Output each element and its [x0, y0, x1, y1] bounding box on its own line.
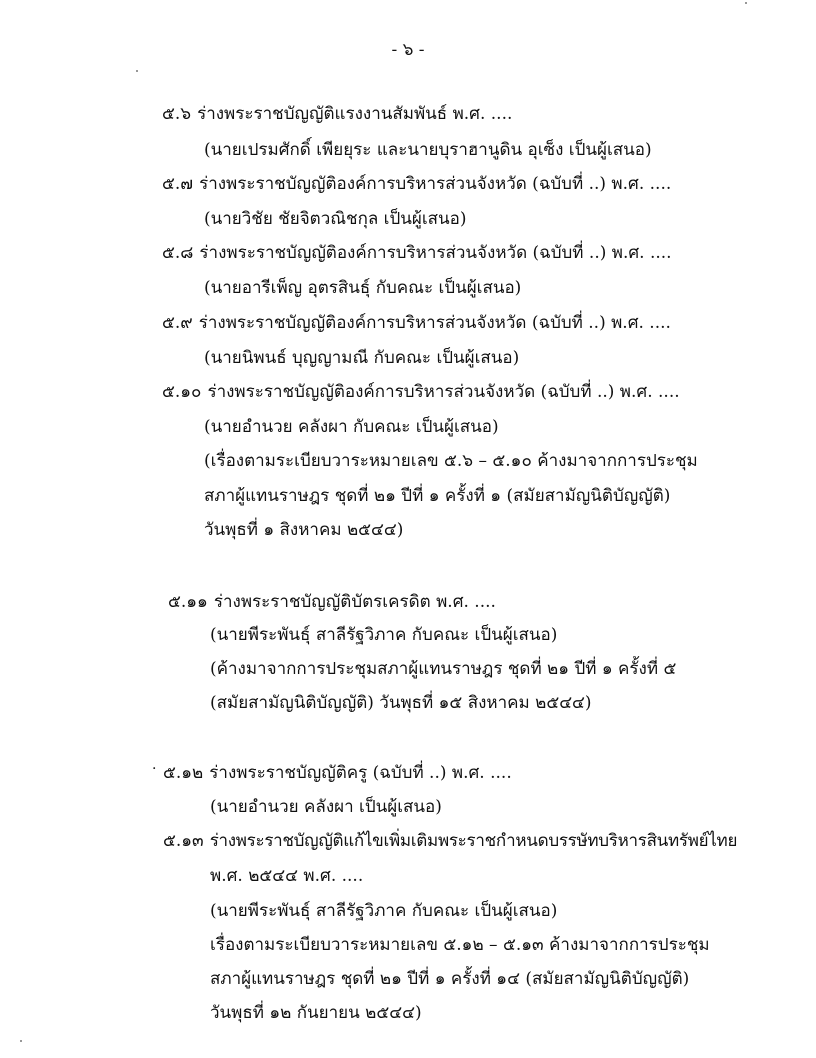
stray-dot-mark: ·	[152, 761, 157, 777]
agenda-item-proposer: (นายอำนวย คลังผา เป็นผู้เสนอ)	[210, 797, 442, 817]
agenda-item-proposer: (นายเปรมศักดิ์ เพียยุระ และนายบุราฮานูดิน อุเซ็ง เป็นผู้เสนอ)	[204, 140, 652, 160]
page-number: - ๖ -	[391, 40, 425, 60]
agenda-item-note: วันพุธที่ ๑ สิงหาคม ๒๕๔๔)	[204, 520, 404, 540]
agenda-item-number: ๕.๑๒	[163, 763, 204, 783]
agenda-item-number: ๕.๗	[162, 174, 194, 194]
agenda-item-number: ๕.๑๓	[163, 831, 204, 851]
agenda-item-number: ๕.๖	[162, 104, 192, 124]
agenda-item-number: ๕.๘	[162, 243, 194, 263]
agenda-item-title	[163, 761, 512, 785]
scan-speck	[20, 1040, 22, 1042]
agenda-item-note: (สมัยสามัญนิติบัญญัติ) วันพุธที่ ๑๕ สิงหาคม ๒๕๔๔)	[210, 693, 592, 713]
agenda-item-proposer: (นายพีระพันธุ์ สาลีรัฐวิภาค กับคณะ เป็นผู้เสนอ)	[210, 625, 558, 645]
agenda-item-title	[162, 380, 680, 404]
agenda-item-title-text: ร่างพระราชบัญญัติครู (ฉบับที่ ..) พ.ศ. ....	[209, 763, 512, 783]
agenda-item-note: สภาผู้แทนราษฎร ชุดที่ ๒๑ ปีที่ ๑ ครั้งที่ ๑ (สมัยสามัญนิติบัญญัติ)	[204, 486, 671, 506]
scan-speck	[745, 2, 747, 4]
agenda-item-note: (ค้างมาจากการประชุมสภาผู้แทนราษฎร ชุดที่ ๒๑ ปีที่ ๑ ครั้งที่ ๕	[210, 659, 677, 679]
agenda-item-proposer: (นายอำนวย คลังผา กับคณะ เป็นผู้เสนอ)	[204, 417, 499, 437]
agenda-item-number: ๕.๑๐	[162, 382, 202, 402]
agenda-item-note: สภาผู้แทนราษฎร ชุดที่ ๒๑ ปีที่ ๑ ครั้งที่ ๑๔ (สมัยสามัญนิติบัญญัติ)	[210, 969, 690, 989]
agenda-item-title	[168, 590, 496, 614]
agenda-item-proposer: (นายนิพนธ์ บุญญามณี กับคณะ เป็นผู้เสนอ)	[204, 348, 520, 368]
agenda-item-title-text: ร่างพระราชบัญญัติบัตรเครดิต พ.ศ. ....	[213, 592, 496, 612]
agenda-item-title	[163, 829, 737, 853]
agenda-item-title	[162, 102, 512, 126]
agenda-item-title-continued: พ.ศ. ๒๕๔๔ พ.ศ. ....	[210, 866, 364, 886]
agenda-item-title	[162, 311, 671, 335]
agenda-item-title-text: ร่างพระราชบัญญัติแรงงานสัมพันธ์ พ.ศ. ....	[197, 104, 513, 124]
agenda-item-note: วันพุธที่ ๑๒ กันยายน ๒๕๔๔)	[210, 1003, 422, 1023]
agenda-item-note: เรื่องตามระเบียบวาระหมายเลข ๕.๑๒ – ๕.๑๓ ค้างมาจากการประชุม	[210, 935, 710, 955]
agenda-item-title	[162, 241, 672, 265]
agenda-item-proposer: (นายวิชัย ชัยจิตวณิชกุล เป็นผู้เสนอ)	[204, 209, 467, 229]
agenda-item-number: ๕.๑๑	[168, 592, 208, 612]
agenda-item-proposer: (นายพีระพันธุ์ สาลีรัฐวิภาค กับคณะ เป็นผู้เสนอ)	[210, 901, 558, 921]
agenda-item-title-text: ร่างพระราชบัญญัติแก้ไขเพิ่มเติมพระราชกำหนดบรรษัทบริหารสินทรัพย์ไทย	[209, 831, 738, 851]
agenda-item-title-text: ร่างพระราชบัญญัติองค์การบริหารส่วนจังหวัด (ฉบับที่ ..) พ.ศ. ....	[198, 313, 671, 333]
agenda-item-title-text: ร่างพระราชบัญญัติองค์การบริหารส่วนจังหวัด (ฉบับที่ ..) พ.ศ. ....	[199, 174, 672, 194]
agenda-item-title-text: ร่างพระราชบัญญัติองค์การบริหารส่วนจังหวัด (ฉบับที่ ..) พ.ศ. ....	[199, 243, 672, 263]
agenda-item-number: ๕.๙	[162, 313, 193, 333]
agenda-item-title	[162, 172, 671, 196]
agenda-item-title-text: ร่างพระราชบัญญัติองค์การบริหารส่วนจังหวัด (ฉบับที่ ..) พ.ศ. ....	[207, 382, 680, 402]
agenda-item-note: (เรื่องตามระเบียบวาระหมายเลข ๕.๖ – ๕.๑๐ ค้างมาจากการประชุม	[204, 451, 698, 471]
scan-speck	[136, 70, 138, 72]
agenda-item-proposer: (นายอารีเพ็ญ อุตรสินธุ์ กับคณะ เป็นผู้เสนอ)	[204, 278, 522, 298]
